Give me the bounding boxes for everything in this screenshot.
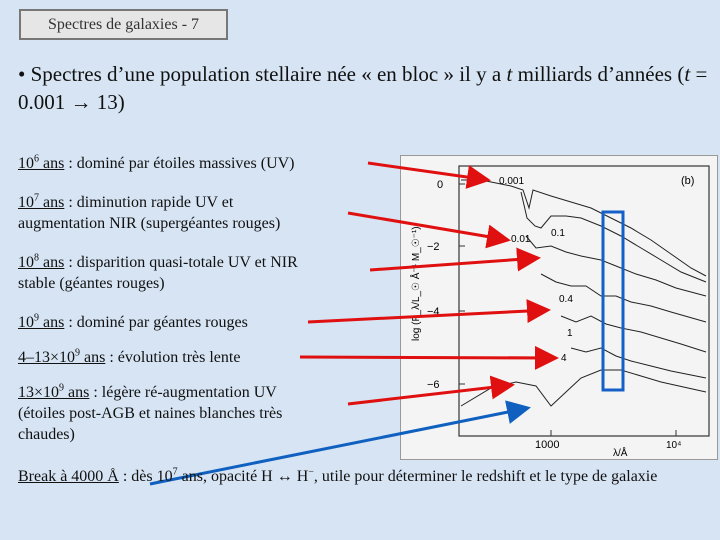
curve-label-1: 1 xyxy=(567,328,573,339)
ytick-minus4: −4 xyxy=(427,306,440,318)
xtick-10000: 10⁴ xyxy=(666,440,682,451)
stage-1e6-age: $10^6$ ans xyxy=(18,153,65,172)
bullet-text-1: • Spectres d’une population stellaire née « en bloc » il y a xyxy=(18,62,507,86)
arrow-1e9 xyxy=(308,310,548,322)
arrow-1e6 xyxy=(368,163,488,180)
bullet-text-2: milliards d’années ( xyxy=(512,62,685,86)
stage-1e9-desc: : dominé par géantes rouges xyxy=(64,314,248,331)
stage-1e8-age: $10^8$ ans xyxy=(18,252,65,271)
arrow-13e9 xyxy=(348,385,512,404)
ytick-minus2: −2 xyxy=(427,241,440,253)
arrow-4-13e9 xyxy=(300,357,556,358)
bullet-t-var: t xyxy=(506,62,513,86)
y-axis-label: log (F_λ/L_☉ Å⁻¹ M_☉⁻¹) xyxy=(411,226,422,341)
curve-label-0.001: 0.001 xyxy=(499,176,525,187)
stage-1e6-desc: : dominé par étoiles massives (UV) xyxy=(64,155,295,172)
stage-13e9-desc-2: (étoiles post-AGB et naines blanches très xyxy=(18,405,283,422)
footer-text-1: : dès 10 xyxy=(118,468,173,485)
footer-note xyxy=(18,466,708,488)
curve-label-4: 4 xyxy=(561,353,567,364)
x-axis-label: λ/Å xyxy=(613,448,628,459)
stage-4-13e9-desc: : évolution très lente xyxy=(105,349,241,366)
curve-label-0.01: 0.01 xyxy=(511,234,531,245)
stage-1e7-age: $10^7$ ans xyxy=(18,192,65,211)
stage-1e7-desc: : diminution rapide UV et xyxy=(64,194,234,211)
footer-minus: − xyxy=(308,466,314,478)
footer-text-2: ans, opacité H ↔ H xyxy=(177,468,309,485)
arrow-1e8 xyxy=(370,258,538,270)
ytick-0: 0 xyxy=(437,179,444,191)
bullet-t-var-2: t xyxy=(684,62,691,86)
break-4000-label: Break à 4000 Å xyxy=(18,468,119,485)
footer-exp: 7 xyxy=(172,466,178,478)
arrow-1e7 xyxy=(348,213,508,240)
stage-13e9-desc-3: chaudes) xyxy=(18,426,75,443)
curve-label-0.1: 0.1 xyxy=(551,228,565,239)
xtick-1000: 1000 xyxy=(535,439,560,451)
slide-title: Spectres de galaxies - 7 xyxy=(47,15,200,33)
bullet-text-3: = 0.001 → 13) xyxy=(18,62,708,114)
stage-13e9-desc: : légère ré-augmentation UV xyxy=(89,384,277,401)
stage-1e9-age: $10^9$ ans xyxy=(18,312,65,331)
footer-text-3: , utile pour déterminer le redshift et le type de galaxie xyxy=(313,468,658,485)
stage-4-13e9-age: $4-13\times 10^9$ ans xyxy=(18,347,106,366)
stage-1e8-desc-2: stable (géantes rouges) xyxy=(18,275,165,292)
ytick-minus6: −6 xyxy=(427,379,440,391)
stage-13e9-age: $13\times 10^9$ ans xyxy=(18,382,90,401)
stage-1e8-desc: : disparition quasi-totale UV et NIR xyxy=(64,254,298,271)
nir-highlight-box xyxy=(603,212,623,390)
stage-1e7-desc-2: augmentation NIR (supergéantes rouges) xyxy=(18,215,281,232)
panel-label: (b) xyxy=(681,175,695,187)
curve-label-0.4: 0.4 xyxy=(559,294,573,305)
